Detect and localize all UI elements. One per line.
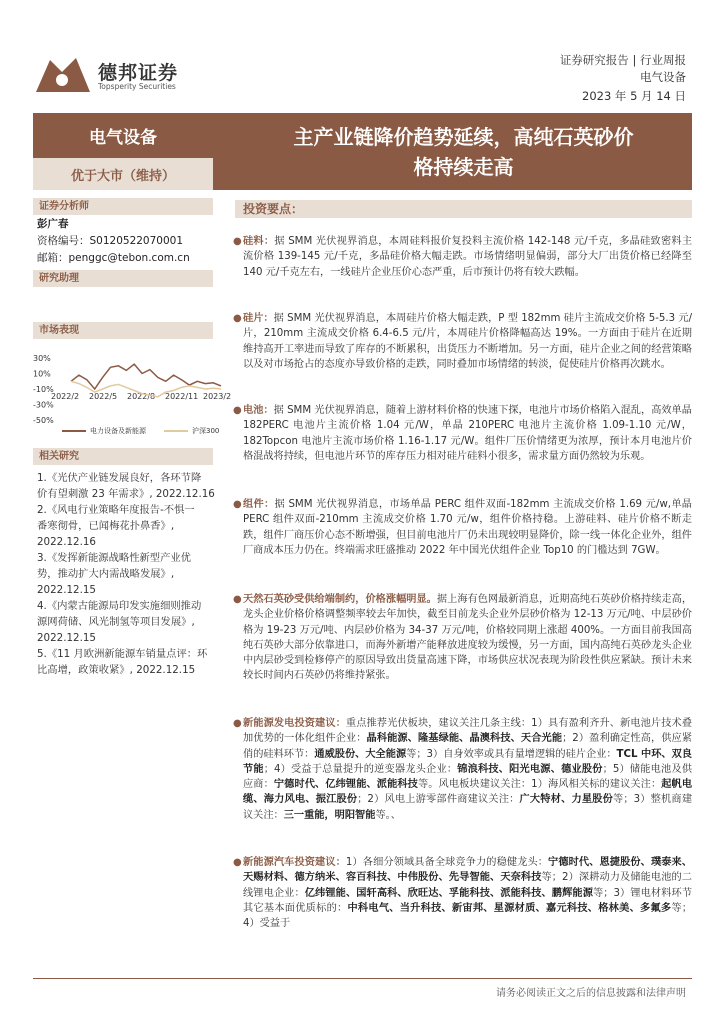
- rating: 优于大市（维持）: [33, 158, 213, 190]
- bullet-icon: ●: [233, 499, 242, 510]
- x-tick-label: 2022/8: [127, 392, 156, 401]
- analyst-email[interactable]: 邮箱：penggc@tebon.com.cn: [37, 252, 190, 264]
- chart-legend: [62, 426, 219, 436]
- para-wafer: ● 硅片：据 SMM 光伏视界消息，本周硅片价格大幅走跌，P 型 182mm 硅片主流成交价格 5-5.3 元/片，210mm 主流成交价格 6.4-6.5 元/片，本周硅片价格降幅高达 19%。一方面由于硅片在近期维持高开工率进而导致了库存的不断累积，出货压力不断增加。另一方面，硅片企业之间的经营策略以及对市场抢占的态度亦导致价格的走跌，同时叠加市场情绪的转淡，促使硅片价格再次跳水。: [233, 313, 692, 370]
- para-silicon: ● 硅料：据 SMM 光伏视界消息，本周硅料报价复投料主流价格 142-148 元/千克，多晶硅致密料主流价格 139-145 元/千克，多晶硅价格大幅走跌。市场情绪明显偏弱，部分大厂出货价格已经降至 140 元/千克左右，一线硅片企业压价心态严重，后市预计仍将有较大跌幅。: [233, 236, 693, 278]
- y-tick-label: 10%: [33, 369, 51, 379]
- related-item[interactable]: 1.《光伏产业链发展良好，各环节降 价有望刺激 23 年需求》, 2022.12.16: [37, 472, 215, 500]
- brand-logo-icon: [32, 52, 94, 98]
- series-line-sector: [71, 364, 221, 389]
- analyst-section-header: 证券分析师: [33, 198, 213, 215]
- x-tick-label: 2022/2: [51, 392, 80, 401]
- related-list: [37, 470, 217, 678]
- y-tick-label: -50%: [33, 416, 54, 425]
- title-line-2: 格持续走高: [413, 154, 514, 179]
- related-item[interactable]: 3.《发挥新能源战略性新型产业优 势，推动扩大内需战略发展》, 2022.12.15: [37, 552, 191, 596]
- report-title: [235, 113, 692, 190]
- bullet-icon: ●: [233, 718, 242, 729]
- legend-swatch-hs300: [164, 430, 188, 432]
- report-type: 证券研究报告 | 行业周报: [559, 53, 686, 67]
- header-industry: 电气设备: [640, 70, 686, 84]
- title-line-1: 主产业链降价趋势延续，高纯石英砂价: [293, 124, 634, 149]
- para-ev-advice: ● 新能源汽车投资建议：1）各细分领域具备全球竞争力的稳健龙头：宁德时代、恩捷股份、璞泰来、天赐材料、德方纳米、容百科技、中伟股份、先导智能、天奈科技等；2）深耕动力及储能电池的二线锂电企业：亿纬锂能、国轩高科、欣旺达、孚能科技、派能科技、鹏辉能源等；3）锂电材料环节其它基本面优质标的：中科电气、当升科技、新宙邦、星源材质、嘉元科技、格林美、多氟多等；4）受益于: [233, 857, 693, 930]
- report-date: 2023 年 5 月 14 日: [582, 89, 686, 103]
- x-tick-label: 2022/11: [165, 392, 199, 401]
- related-item[interactable]: 5.《11 月欧洲新能源车销量点评：环 比高增，政策收紧》, 2022.12.15: [37, 648, 208, 676]
- para-module: ● 组件：据 SMM 光伏视界消息，市场单晶 PERC 组件双面-182mm 主流成交价格 1.69 元/w,单晶 PERC 组件双面-210mm 主流成交价格 1.70 元/w，组件价格持稳。上游硅料、硅片价格不断走跌，组件厂商压价心态不断增强，但目前电池片厂仍未出现较明显降价，除一线一体化企业外，组件厂商成本压力仍在。终端需求旺盛推动 2022 年中国光伏组件企业 Top10 的门槛达到 7GW。: [233, 499, 692, 556]
- related-item[interactable]: 2.《风电行业策略年度报告-不惧一 番寒彻骨，已闻梅花扑鼻香》, 2022.12.16: [37, 504, 195, 548]
- bullet-icon: ●: [233, 313, 242, 324]
- related-item[interactable]: 4.《内蒙古能源局印发实施细则推动 源网荷储、风光制氢等项目发展》, 2022.12.15: [37, 600, 202, 644]
- x-tick-label: 2022/5: [89, 392, 118, 401]
- y-tick-label: 30%: [33, 354, 51, 363]
- bullet-icon: ●: [233, 857, 242, 868]
- analyst-cert: 资格编号：S0120522070001: [37, 235, 184, 247]
- bullet-icon: ●: [233, 594, 242, 605]
- brand-name-en: Topsperity Securities: [98, 82, 176, 91]
- brand-name: 德邦证券: [98, 62, 179, 84]
- legend-label-sector: 电力设备及新能源: [90, 427, 146, 435]
- footer-divider: [33, 978, 692, 979]
- y-tick-label: -30%: [33, 400, 54, 410]
- sector-label: 电气设备: [89, 128, 157, 148]
- related-section-header: 相关研究: [33, 448, 213, 465]
- x-tick-label: 2023/2: [203, 392, 232, 401]
- invest-heading: 投资要点：: [235, 200, 692, 218]
- legend-swatch-sector: [62, 430, 86, 432]
- assistant-section-header: 研究助理: [33, 270, 213, 287]
- market-section-header: 市场表现: [33, 322, 213, 339]
- para-cell: ● 电池：据 SMM 光伏视界消息，随着上游材料价格的快速下探，电池片市场价格陷入混乱，高效单晶 182PERC 电池片主流价格 1.04 元/W，单晶 210PERC 电池片主流价格 1.09-1.10 元/W，182Topcon 电池片主流市场价格 1.16-1.17 元/W。组件厂压价情绪更为浓厚，预计本月电池片价格混战将持续，但电池片环节的库存压力相对硅片硅料小很多，需求量方面仍然较为乐观。: [233, 405, 692, 462]
- bullet-icon: ●: [233, 236, 242, 247]
- para-power-advice: ● 新能源发电投资建议：重点推荐光伏板块，建议关注几条主线：1）具有盈利齐升、新电池片技术叠加优势的一体化组件企业：晶科能源、隆基绿能、晶澳科技、天合光能；2）盈利确定性高，供应紧俏的硅料环节：通威股份、大全能源等；3）自身效率或具有量增逻辑的硅片企业：TCL 中环、双良节能；4）受益于总量提升的逆变器龙头企业：锦浪科技、阳光电源、德业股份；5）储能电池及供应商：宁德时代、亿纬锂能、派能科技等。风电板块建议关注：1）海风相关标的建议关注：起帆电缆、海力风电、振江股份；2）风电上游零部件商建议关注：广大特材、力星股份等；3）整机商建议关注：三一重能，明阳智能等。、: [233, 718, 693, 821]
- y-tick-label: -10%: [33, 385, 54, 394]
- para-quartz: ● 天然石英砂受供给端制约，价格涨幅明显。据上海有色网最新消息，近期高纯石英砂价格持续走高，龙头企业价格价格调整频率较去年加快，截至目前龙头企业外层砂价格为 12-13 万元/吨、中层砂价格为 19-23 万元/吨、内层砂价格为 34-37 万元/吨，价格较同期上涨超 400%。一方面目前我国高纯石英砂大部分依靠进口，而海外新增产能释放进度较为缓慢，另一方面，国内高纯石英砂龙头企业中内层砂受到检修停产的原因导致出货量高速下降，市场供应状况表现为阶段性供应紧缺。预计未来较长时间内石英砂仍将维持紧张。: [233, 594, 693, 682]
- bullet-icon: ●: [233, 405, 242, 416]
- legend-label-hs300: 沪深300: [192, 427, 220, 435]
- analyst-name: 彭广春: [37, 218, 69, 230]
- footer-disclaimer[interactable]: 请务必阅读正文之后的信息披露和法律声明: [496, 988, 686, 999]
